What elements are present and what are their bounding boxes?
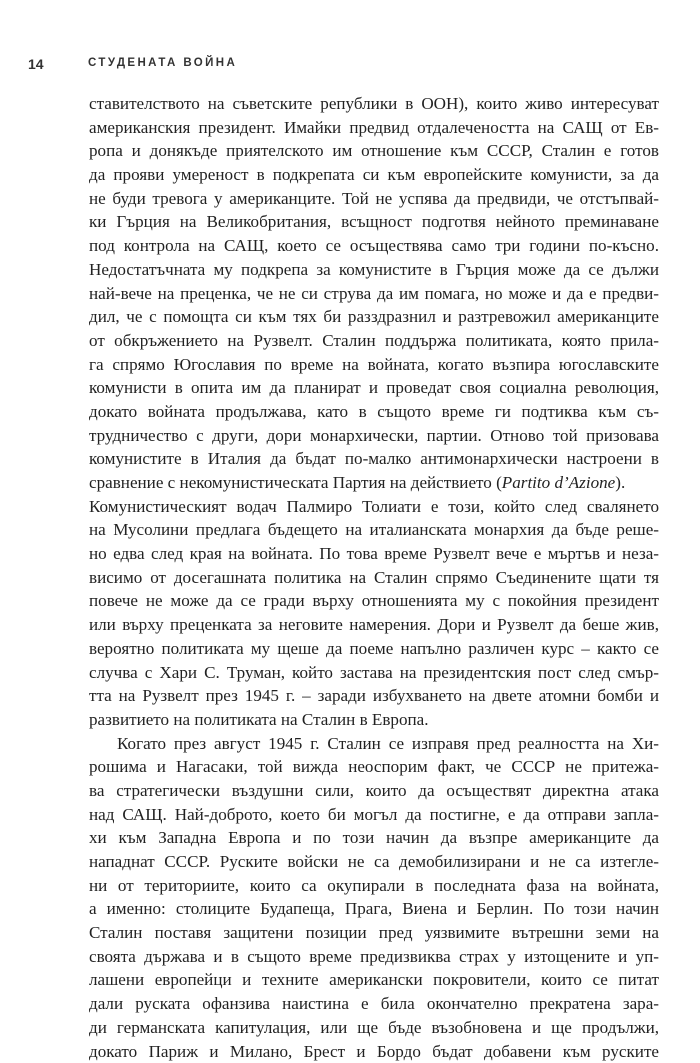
text-line: вероятно политиката му щеше да поеме напълно различен курс – както се (89, 637, 659, 661)
text-line: дил, че с помощта си към тях би разздразнил и разтревожил американците (89, 305, 659, 329)
text-line: га спрямо Югославия по време на войната, когато възпира югославските (89, 353, 659, 377)
text-line: ставителството на съветските републики в ООН), които живо интересуват (89, 92, 659, 116)
text-line: своята държава и в същото време предизвиква страх у изтощените и уп- (89, 945, 659, 969)
text-line: развитието на политиката на Сталин в Европа. (89, 708, 659, 732)
text-line: Комунистическият водач Палмиро Толиати е този, който след свалянето (89, 495, 659, 519)
text-line: Недостатъчната му подкрепа за комунистите в Гърция може да се дължи (89, 258, 659, 282)
text-line: Сталин поставя защитени позиции пред уязвимите вътрешни земи на (89, 921, 659, 945)
text-line: ропа и донякъде приятелското им отношение към СССР, Сталин е готов (89, 139, 659, 163)
text-line: трудничество с други, дори монархически, партии. Отново той призовава (89, 424, 659, 448)
text-line: повече не може да се гради върху отношенията му с покойния президент (89, 589, 659, 613)
text-line: най-вече на преценка, че не си струва да им помага, но може и да е предви- (89, 282, 659, 306)
text-line: висимо от досегашната политика на Сталин спрямо Съединените щати тя (89, 566, 659, 590)
italic-term: Partito d’Azione (502, 473, 615, 492)
text-line: или върху преценката за неговите намерения. Дори и Рузвелт да беше жив, (89, 613, 659, 637)
text-line: ки Гърция на Великобритания, всъщност подготвя нейното преминаване (89, 210, 659, 234)
text-segment: ). (615, 473, 625, 492)
text-line: лашени европейци и техните американски покровители, които се питат (89, 968, 659, 992)
text-line: не буди тревога у американците. Той не успява да предвиди, че отстъпвай- (89, 187, 659, 211)
text-line: а именно: столиците Будапеща, Прага, Виена и Берлин. По този начин (89, 897, 659, 921)
text-line: да прояви умереност в подкрепата си към европейските комунисти, за да (89, 163, 659, 187)
text-line: Когато през август 1945 г. Сталин се изправя пред реалността на Хи- (89, 732, 659, 756)
text-line: комунисти в опита им да планират и проведат своя социална революция, (89, 376, 659, 400)
text-line: рошима и Нагасаки, той вижда неоспорим факт, че СССР не притежа- (89, 755, 659, 779)
text-line: случва с Хари С. Труман, който застава на президентския пост след смър- (89, 661, 659, 685)
running-head (28, 56, 660, 76)
text-line: под контрола на САЩ, което се осъществява само три години по-късно. (89, 234, 659, 258)
text-line: ни от териториите, които са окупирали в последната фаза на войната, (89, 874, 659, 898)
running-title: СТУДЕНАТА ВОЙНА (88, 57, 237, 69)
text-line: ди германската капитулация, или ще бъде възобновена и ще продължи, (89, 1016, 659, 1040)
text-line: американския президент. Имайки предвид отдалечеността на САЩ от Ев- (89, 116, 659, 140)
text-line: докато войната продължава, като в същото време ги подтиква към съ- (89, 400, 659, 424)
text-line: нападнат СССР. Руските войски не са демобилизирани и не са изтегле- (89, 850, 659, 874)
text-line: докато Париж и Милано, Брест и Бордо бъдат добавени към руските (89, 1040, 659, 1063)
text-line: но едва след края на войната. По това време Рузвелт вече е мъртъв и неза- (89, 542, 659, 566)
body-text (89, 92, 659, 1063)
text-line: от обкръжението на Рузвелт. Сталин поддържа политиката, която прила- (89, 329, 659, 353)
text-line: на Мусолини предлага бъдещето на италианската монархия да бъде реше- (89, 518, 659, 542)
text-segment: сравнение с некомунистическата Партия на действието ( (89, 473, 502, 492)
page-number: 14 (28, 56, 44, 72)
text-line: комунистите в Италия да бъдат по-малко антимонархически настроени в (89, 447, 659, 471)
text-line: ва стратегически въздушни сили, които да осъществят директна атака (89, 779, 659, 803)
text-line: тта на Рузвелт през 1945 г. – заради избухването на двете атомни бомби и (89, 684, 659, 708)
text-line-with-italic (89, 471, 659, 495)
text-line: хи към Западна Европа и по този начин да възпре американците да (89, 826, 659, 850)
text-line: дали руската офанзива наистина е била окончателно прекратена зара- (89, 992, 659, 1016)
text-line: над САЩ. Най-доброто, което би могъл да постигне, е да отправи запла- (89, 803, 659, 827)
